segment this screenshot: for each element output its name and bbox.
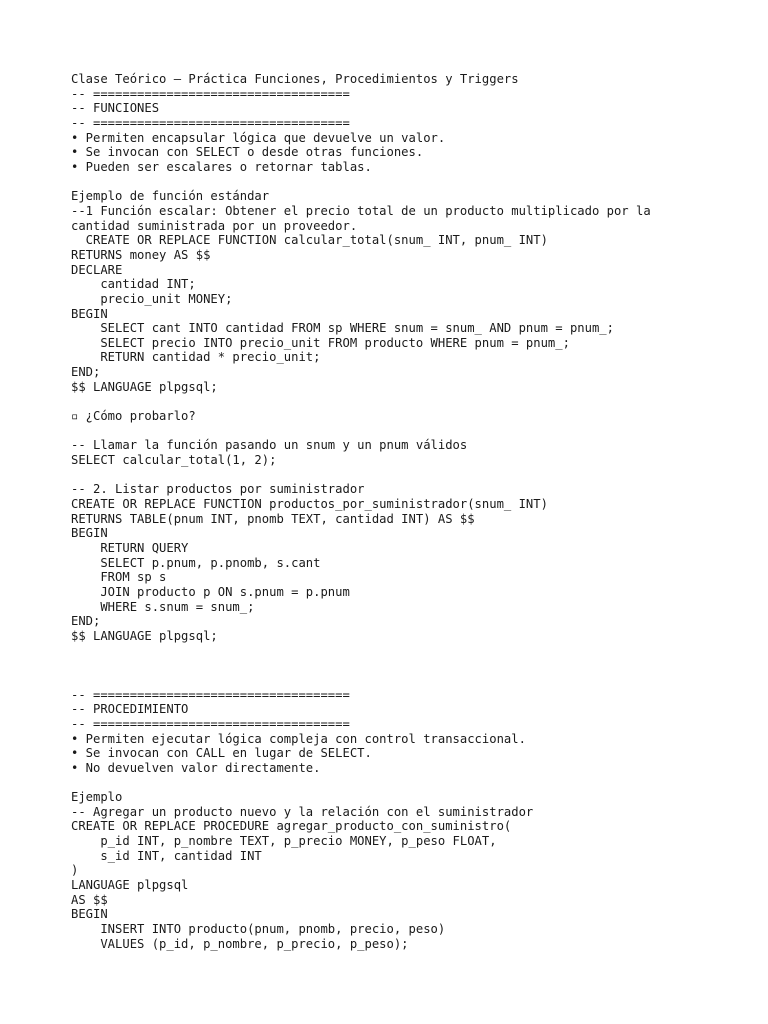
text-line: -- Llamar la función pasando un snum y un pnum válidos bbox=[71, 438, 468, 453]
text-line: -- 2. Listar productos por suministrador bbox=[71, 482, 365, 497]
text-line: -- =================================== bbox=[71, 716, 350, 731]
text-line bbox=[71, 644, 751, 659]
document-title: Clase Teórico – Práctica Funciones, Procedimientos y Triggers bbox=[71, 72, 519, 86]
text-line: AS $$ bbox=[71, 892, 108, 907]
text-line: SELECT p.pnum, p.pnomb, s.cant bbox=[71, 555, 321, 570]
text-line: $$ LANGUAGE plpgsql; bbox=[71, 628, 218, 643]
text-line: • Se invocan con SELECT o desde otras funciones. bbox=[71, 145, 424, 160]
text-line: -- =================================== bbox=[71, 86, 350, 101]
text-line: ▫ ¿Cómo probarlo? bbox=[71, 409, 196, 424]
text-line bbox=[71, 658, 751, 673]
text-line: s_id INT, cantidad INT bbox=[71, 848, 262, 863]
text-line: RETURNS TABLE(pnum INT, pnomb TEXT, cantidad INT) AS $$ bbox=[71, 511, 475, 526]
text-line: FROM sp s bbox=[71, 570, 167, 585]
text-line bbox=[71, 776, 751, 791]
text-line: DECLARE bbox=[71, 262, 123, 277]
text-line: VALUES (p_id, p_nombre, p_precio, p_peso); bbox=[71, 936, 409, 951]
text-line: JOIN producto p ON s.pnum = p.pnum bbox=[71, 584, 350, 599]
text-line: -- =================================== bbox=[71, 115, 350, 130]
text-line: BEGIN bbox=[71, 306, 108, 321]
text-line: • Permiten encapsular lógica que devuelve un valor. bbox=[71, 130, 446, 145]
text-line: SELECT cant INTO cantidad FROM sp WHERE snum = snum_ AND pnum = pnum_; bbox=[71, 321, 614, 336]
text-line: $$ LANGUAGE plpgsql; bbox=[71, 379, 218, 394]
text-line: -- Agregar un producto nuevo y la relación con el suministrador bbox=[71, 804, 534, 819]
text-line: INSERT INTO producto(pnum, pnomb, precio, peso) bbox=[71, 922, 446, 937]
text-line: • Permiten ejecutar lógica compleja con control transaccional. bbox=[71, 731, 526, 746]
text-line: --1 Función escalar: Obtener el precio total de un producto multiplicado por la bbox=[71, 203, 651, 218]
text-line bbox=[71, 673, 751, 688]
text-line: -- =================================== bbox=[71, 687, 350, 702]
text-line: cantidad INT; bbox=[71, 277, 196, 292]
text-line: CREATE OR REPLACE FUNCTION productos_por_suministrador(snum_ INT) bbox=[71, 497, 548, 512]
text-line: • Pueden ser escalares o retornar tablas. bbox=[71, 159, 372, 174]
text-line: -- PROCEDIMIENTO bbox=[71, 702, 189, 717]
text-line: RETURN cantidad * precio_unit; bbox=[71, 350, 321, 365]
text-line: precio_unit MONEY; bbox=[71, 291, 233, 306]
text-line bbox=[71, 424, 751, 439]
text-line bbox=[71, 468, 751, 483]
text-line: LANGUAGE plpgsql bbox=[71, 878, 189, 893]
text-line: WHERE s.snum = snum_; bbox=[71, 599, 255, 614]
text-line: • Se invocan con CALL en lugar de SELECT. bbox=[71, 746, 372, 761]
text-line: Ejemplo de función estándar bbox=[71, 189, 270, 204]
text-line: BEGIN bbox=[71, 907, 108, 922]
document-page bbox=[71, 72, 751, 951]
text-line: BEGIN bbox=[71, 526, 108, 541]
text-line: SELECT precio INTO precio_unit FROM producto WHERE pnum = pnum_; bbox=[71, 335, 570, 350]
text-line: END; bbox=[71, 614, 101, 629]
text-line: SELECT calcular_total(1, 2); bbox=[71, 453, 277, 468]
text-line: CREATE OR REPLACE FUNCTION calcular_total(snum_ INT, pnum_ INT) bbox=[71, 233, 548, 248]
text-line bbox=[71, 394, 751, 409]
text-line: RETURN QUERY bbox=[71, 541, 189, 555]
text-line: RETURNS money AS $$ bbox=[71, 247, 211, 262]
text-line: • No devuelven valor directamente. bbox=[71, 760, 321, 775]
text-line: p_id INT, p_nombre TEXT, p_precio MONEY, p_peso FLOAT, bbox=[71, 834, 497, 849]
text-line: ) bbox=[71, 863, 79, 878]
text-line: CREATE OR REPLACE PROCEDURE agregar_producto_con_suministro( bbox=[71, 819, 512, 834]
text-line: Ejemplo bbox=[71, 790, 123, 805]
text-line: END; bbox=[71, 365, 101, 380]
text-line: cantidad suministrada por un proveedor. bbox=[71, 218, 358, 233]
text-line: -- FUNCIONES bbox=[71, 101, 160, 116]
text-line bbox=[71, 175, 751, 190]
